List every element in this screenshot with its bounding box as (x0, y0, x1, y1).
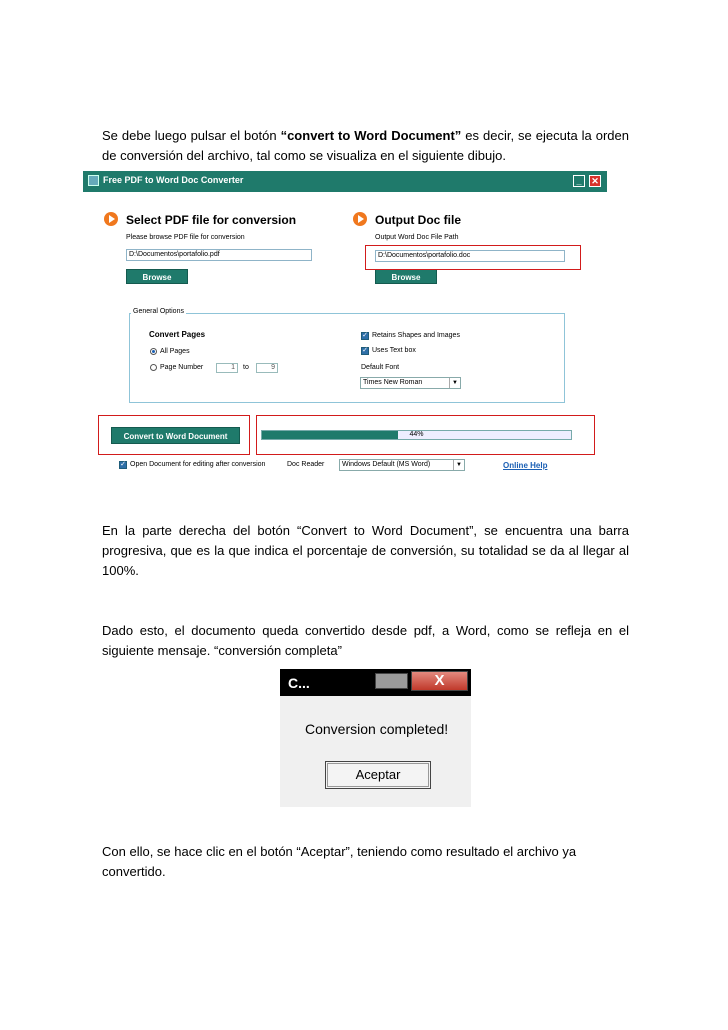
paragraph-progress: En la parte derecha del botón “Convert to Word Document”, se encuentra una barra progresiva, que es la que indica el porcentaje de conversión, su totalidad se da al llegar al 100%. (102, 523, 629, 578)
paragraph-intro (102, 126, 629, 166)
paragraph-intro-bold: “convert to Word Document” (280, 128, 462, 143)
to-label: to (243, 364, 249, 371)
retains-shapes-label: Retains Shapes and Images (372, 332, 460, 339)
dialog-title: C... (288, 675, 310, 691)
paragraph-aceptar: Con ello, se hace clic en el botón “Aceptar”, teniendo como resultado el archivo ya convertido. (102, 844, 577, 879)
doc-path-input[interactable]: D:\Documentos\portafolio.doc (375, 250, 565, 262)
highlight-progress-bar (256, 415, 595, 455)
output-doc-hint: Output Word Doc File Path (375, 234, 459, 241)
conversion-dialog (280, 669, 471, 807)
from-page-input[interactable]: 1 (216, 363, 238, 373)
default-font-label: Default Font (361, 364, 400, 371)
dropdown-arrow-icon: ▼ (453, 460, 464, 470)
dialog-minimize-button[interactable] (375, 673, 408, 689)
browse-doc-button[interactable]: Browse (375, 269, 437, 284)
page-number-radio[interactable] (150, 364, 157, 371)
window-titlebar (83, 171, 607, 192)
retains-shapes-checkbox[interactable]: ✓ (362, 332, 368, 339)
paragraph-intro-text-end: es decir, se ejecuta la orden de conversión del archivo, tal como se visualiza en el siguiente dibujo. (102, 128, 629, 163)
dropdown-arrow-icon: ▼ (449, 378, 460, 388)
general-options-legend: General Options (133, 308, 184, 315)
minimize-button[interactable]: _ (573, 175, 585, 187)
dialog-titlebar (280, 669, 471, 696)
highlight-convert-button (98, 415, 250, 455)
highlight-output-path (365, 245, 581, 270)
convert-pages-label: Convert Pages (149, 330, 206, 339)
doc-reader-label: Doc Reader (287, 461, 325, 468)
paragraph-intro-text: Se debe luego pulsar el botón (102, 128, 281, 143)
aceptar-button[interactable]: Aceptar (325, 761, 431, 789)
general-options-group (129, 313, 565, 403)
arrow-right-icon (353, 212, 367, 226)
convert-to-word-button[interactable]: Convert to Word Document (111, 427, 240, 444)
select-pdf-hint: Please browse PDF file for conversion (126, 234, 245, 241)
all-pages-radio[interactable] (150, 348, 157, 355)
arrow-right-icon (104, 212, 118, 226)
default-font-value: Times New Roman (363, 379, 423, 386)
all-pages-label: All Pages (160, 348, 190, 355)
close-button[interactable]: ✕ (589, 175, 601, 187)
uses-textbox-label: Uses Text box (372, 347, 416, 354)
doc-reader-select[interactable] (339, 459, 465, 471)
uses-textbox-checkbox[interactable]: ✓ (362, 347, 368, 354)
output-doc-heading: Output Doc file (375, 213, 461, 227)
pdf-path-input[interactable]: D:\Documentos\portafolio.pdf (126, 249, 312, 261)
window-title: Free PDF to Word Doc Converter (103, 175, 244, 185)
app-icon (88, 175, 99, 186)
page-number-label: Page Number (160, 364, 204, 371)
dialog-close-button[interactable]: X (411, 671, 468, 691)
select-pdf-heading: Select PDF file for conversion (126, 213, 297, 227)
open-after-checkbox[interactable]: ✓ (120, 461, 126, 468)
browse-pdf-button[interactable]: Browse (126, 269, 188, 284)
progress-percent: 44% (409, 431, 424, 438)
doc-reader-value: Windows Default (MS Word) (342, 461, 431, 468)
open-after-label: Open Document for editing after conversion (130, 461, 266, 468)
to-page-input[interactable]: 9 (256, 363, 278, 373)
default-font-select[interactable] (360, 377, 461, 389)
dialog-message: Conversion completed! (305, 721, 449, 737)
online-help-link[interactable]: Online Help (503, 461, 548, 470)
paragraph-converted: Dado esto, el documento queda convertido desde pdf, a Word, como se refleja en el siguiente mensaje. “conversión completa” (102, 623, 629, 658)
